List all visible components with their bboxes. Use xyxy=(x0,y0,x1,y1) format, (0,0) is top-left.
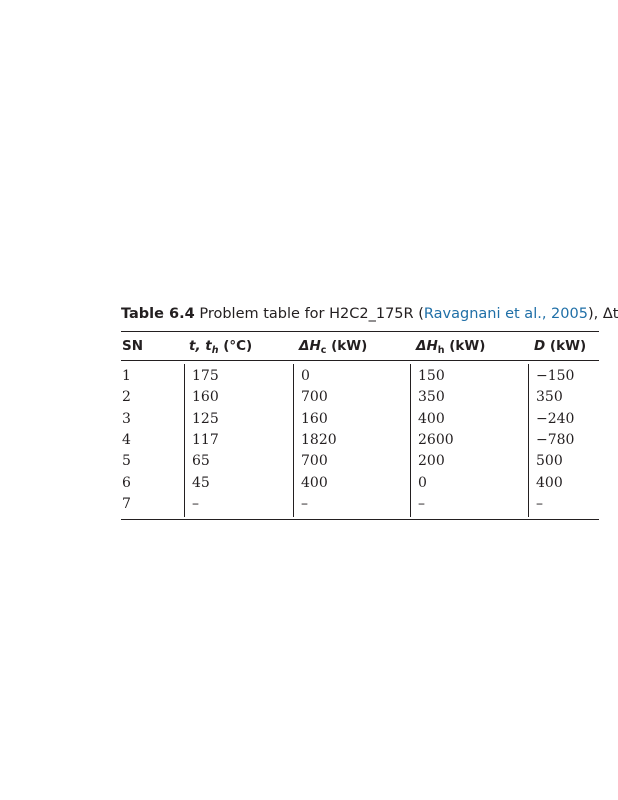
header-temperature: t, $t_h$ (°C) xyxy=(189,338,253,356)
cell-delta-hc: – xyxy=(301,495,308,512)
cell-temperature: 160 xyxy=(192,389,219,406)
cell-delta-hc: 1820 xyxy=(301,431,337,448)
header-delta-hh: $\Delta H_h$ (kW) xyxy=(416,338,486,356)
header-delta-hc: $\Delta H_c$ (kW) xyxy=(299,338,368,356)
cell-delta-hh: 400 xyxy=(418,410,445,427)
cell-sn: 6 xyxy=(122,474,131,491)
cell-d: 350 xyxy=(536,389,563,406)
cell-delta-hh: 150 xyxy=(418,368,445,384)
cell-d: −780 xyxy=(536,431,575,448)
cell-sn: 5 xyxy=(122,453,131,470)
table-label: Table 6.4 xyxy=(121,306,195,322)
table-top-rule xyxy=(121,331,599,332)
cell-delta-hh: 2600 xyxy=(418,431,454,448)
reference-link[interactable]: Ravagnani et al., 2005 xyxy=(423,306,588,322)
caption-text-after: ), Δt xyxy=(587,306,618,322)
header-sn: SN xyxy=(122,338,144,354)
cell-sn: 4 xyxy=(122,431,131,448)
cell-temperature: – xyxy=(192,495,199,512)
cell-d: – xyxy=(536,495,543,512)
cell-delta-hh: 0 xyxy=(418,474,427,491)
cell-delta-hh: – xyxy=(418,495,425,512)
cell-delta-hc: 700 xyxy=(301,389,328,406)
cell-delta-hc: 0 xyxy=(301,368,310,384)
cell-sn: 3 xyxy=(122,410,131,427)
column-divider xyxy=(293,364,294,517)
cell-temperature: 65 xyxy=(192,453,210,470)
table-caption xyxy=(121,304,618,324)
column-divider xyxy=(410,364,411,517)
cell-sn: 1 xyxy=(122,368,131,384)
header-d: D (kW) xyxy=(534,338,587,354)
cell-sn: 7 xyxy=(122,495,131,512)
cell-temperature: 125 xyxy=(192,410,219,427)
cell-temperature: 175 xyxy=(192,368,219,384)
cell-d: 500 xyxy=(536,453,563,470)
table-bottom-rule xyxy=(121,519,599,520)
cell-delta-hc: 400 xyxy=(301,474,328,491)
cell-delta-hh: 350 xyxy=(418,389,445,406)
column-divider xyxy=(528,364,529,517)
cell-temperature: 45 xyxy=(192,474,210,491)
cell-delta-hh: 200 xyxy=(418,453,445,470)
cell-delta-hc: 160 xyxy=(301,410,328,427)
table-header-rule xyxy=(121,360,599,361)
cell-d: −240 xyxy=(536,410,575,427)
caption-text: Problem table for H2C2_175R ( xyxy=(194,306,424,322)
cell-sn: 2 xyxy=(122,389,131,406)
cell-d: −150 xyxy=(536,368,575,384)
cell-d: 400 xyxy=(536,474,563,491)
column-divider xyxy=(184,364,185,517)
cell-delta-hc: 700 xyxy=(301,453,328,470)
cell-temperature: 117 xyxy=(192,431,219,448)
